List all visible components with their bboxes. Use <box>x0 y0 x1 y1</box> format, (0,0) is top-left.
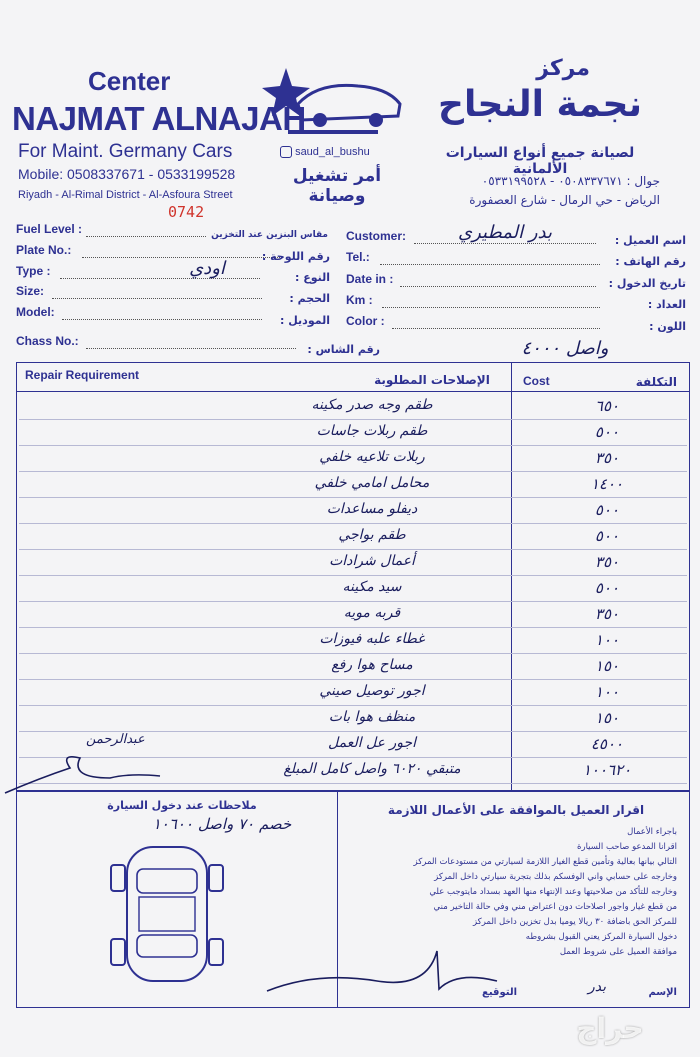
customer-ar: اسم العميل : <box>614 234 686 247</box>
customer-signature-icon <box>257 941 517 1003</box>
repair-item-cost: ٤٥٠٠ <box>590 735 624 753</box>
table-row-line <box>19 653 687 654</box>
ack-line: وخارجه على حسابي واني الوفسكم بذلك بتجربة سيارتي داخل المركز <box>434 872 677 882</box>
size-line <box>52 298 262 299</box>
tel-ar: رقم الهاتف : <box>615 255 686 268</box>
table-row-line <box>19 549 687 550</box>
repair-item-cost: ٥٠٠ <box>594 527 620 545</box>
repair-item-desc: سيد مكينه <box>342 579 402 595</box>
color-label: Color : <box>346 314 385 328</box>
table-row-line <box>19 445 687 446</box>
table-row-line <box>19 575 687 576</box>
customer-value: بدر المطيري <box>458 222 552 243</box>
cost-title-ar: التكلفة <box>635 375 677 389</box>
header-ar-name: نجمة النجاح <box>438 84 642 125</box>
km-ar: العداد : <box>647 298 686 311</box>
serial-number: 0742 <box>168 203 205 221</box>
repair-item-cost: ٦٥٠ <box>594 397 620 415</box>
date-in-label: Date in : <box>346 272 394 286</box>
brand-logo <box>258 64 408 144</box>
chass-label: Chass No.: <box>16 334 79 348</box>
ack-line: دخول السيارة المركز يعني القبول بشروطه <box>525 932 677 942</box>
color-line <box>392 328 600 329</box>
signature-label: التوقيع <box>482 987 517 998</box>
chass-ar: رقم الشاس : <box>307 343 380 356</box>
plate-ar: رقم اللوحة : <box>261 250 330 263</box>
type-value: اودي <box>189 258 225 279</box>
name-value: بدر <box>587 979 606 995</box>
ack-line: وخارجه للتأكد من صلاحيتها وعند الإنتهاء منها العهد بسداد مايتوجب علي <box>429 887 677 897</box>
repair-item-cost: ١٠٠ <box>594 683 620 701</box>
repair-item-cost: ٥٠٠ <box>594 579 620 597</box>
model-ar: الموديل : <box>280 314 330 327</box>
table-row-line <box>19 419 687 420</box>
notes-title: ملاحظات عند دخول السيارة <box>107 799 257 812</box>
footer-box <box>16 790 690 1008</box>
ack-line: من قطع غيار واجور اصلاحات دون اعتراض مني وفي حالة التاخير مني <box>433 902 677 912</box>
customer-line <box>414 243 596 244</box>
fuel-level-line <box>86 236 206 237</box>
color-ar: اللون : <box>649 320 686 333</box>
type-ar: النوع : <box>294 271 330 284</box>
header-ar-address: الرياض - حي الرمال - شارع العصفورة <box>469 193 660 207</box>
table-row-line <box>19 601 687 602</box>
repair-title-ar: الإصلاحات المطلوبة <box>374 373 490 387</box>
repair-item-desc: غطاء علبه فيوزات <box>319 631 425 647</box>
cost-title-en: Cost <box>523 374 550 388</box>
date-in-ar: تاريخ الدخول : <box>608 277 686 290</box>
handwritten-signature-icon <box>0 738 200 798</box>
size-label: Size: <box>16 284 45 298</box>
repair-item-cost: ١٠٠٦٢٠ <box>582 761 632 779</box>
repair-item-desc: قربه مويه <box>343 605 401 621</box>
ack-line: اقرانا المدعو صاحب السيارة <box>577 842 677 852</box>
header-ar-center: مركز <box>536 56 590 81</box>
header-en-mobile: Mobile: 0508337671 - 0533199528 <box>18 166 236 182</box>
name-label: الإسم <box>648 987 677 998</box>
fuel-level-label: Fuel Level : <box>16 222 83 236</box>
model-line <box>62 319 262 320</box>
deposit-note: واصل ٤٠٠٠ <box>521 338 609 359</box>
header-en-center: Center <box>88 66 171 96</box>
repair-title-en: Repair Requirement <box>25 368 140 382</box>
date-in-line <box>400 286 596 287</box>
km-line <box>382 307 600 308</box>
repair-item-cost: ٥٠٠ <box>594 423 620 441</box>
table-row-line <box>19 627 687 628</box>
repair-item-desc: ربلات تلاعيه خلفي <box>319 449 425 465</box>
repair-item-desc: منظف هوا بات <box>328 709 416 725</box>
plate-label: Plate No.: <box>16 243 72 257</box>
chass-line <box>86 348 296 349</box>
repair-header <box>17 363 689 392</box>
signature-note: عبدالرحمن <box>86 732 145 747</box>
order-title: أمر تشغيل وصيانة <box>292 166 382 206</box>
table-row-line <box>19 705 687 706</box>
header-en-name: NAJMAT ALNAJAH <box>12 100 306 137</box>
repair-item-cost: ١٥٠ <box>594 709 620 727</box>
model-label: Model: <box>16 305 55 319</box>
ack-title: اقرار العميل بالموافقة على الأعمال اللازمة <box>387 803 645 817</box>
ack-lines <box>347 825 677 960</box>
repair-item-cost: ٣٥٠ <box>594 553 620 571</box>
km-label: Km : <box>346 293 373 307</box>
repair-item-desc: طقم وجه صدر مكينه <box>311 397 433 413</box>
repair-item-desc: طقم ربلات جاسات <box>316 423 428 439</box>
repair-item-desc: محامل امامي خلفي <box>314 475 430 491</box>
repair-item-cost: ٥٠٠ <box>594 501 620 519</box>
header-ar-sub: لصيانة جميع أنواع السيارات الألمانية <box>445 145 635 177</box>
header-ar-mobile: جوال : ٠٥٠٨٣٣٧٦٧١ - ٠٥٣٣١٩٩٥٢٨ <box>481 174 660 188</box>
repair-item-desc: ديفلو مساعدات <box>326 501 418 517</box>
ack-line: باجراء الأعمال <box>627 827 677 837</box>
type-label: Type : <box>16 264 51 278</box>
repair-item-desc: اجور توصيل صيني <box>319 683 425 699</box>
tel-label: Tel.: <box>346 250 370 264</box>
repair-item-desc: أعمال شرادات <box>329 553 415 569</box>
instagram-handle-text: saud_al_bushu <box>295 146 370 158</box>
ack-line: موافقة العميل على شروط العمل <box>559 947 677 957</box>
repair-item-desc: مساح هوا رفع <box>331 657 413 673</box>
fuel-level-ar: مقاس البنزين عند التخزين <box>211 230 328 240</box>
tel-line <box>380 264 600 265</box>
watermark: حراج <box>576 1012 644 1045</box>
header-en-address: Riyadh - Al-Rimal District - Al-Asfoura Street <box>18 189 233 201</box>
customer-label: Customer: <box>346 229 407 243</box>
repair-item-desc: متبقي ٦٠٢٠ واصل كامل المبلغ <box>283 761 461 777</box>
header-en-sub: For Maint. Germany Cars <box>18 141 233 162</box>
table-row-line <box>19 471 687 472</box>
instagram-handle <box>280 146 370 158</box>
repair-item-desc: اجور عل العمل <box>328 735 416 751</box>
repair-item-cost: ٣٥٠ <box>594 605 620 623</box>
repair-item-desc: طقم بواجي <box>338 527 406 543</box>
repair-item-cost: ٣٥٠ <box>594 449 620 467</box>
instagram-icon <box>280 146 292 158</box>
notes-hand: خصم ٧٠ واصل ١٠٦٠٠ <box>152 815 292 833</box>
size-ar: الحجم : <box>289 292 330 305</box>
repair-item-cost: ١٤٠٠ <box>590 475 624 493</box>
ack-line: للمركز الحق باضافة ٣٠ ريالا يوميا بدل تخزين داخل المركز <box>472 917 677 927</box>
repair-table <box>16 362 690 792</box>
table-row-line <box>19 497 687 498</box>
car-diagram-icon <box>97 839 237 989</box>
repair-item-cost: ١٠٠ <box>594 631 620 649</box>
table-row-line <box>19 523 687 524</box>
table-row-line <box>19 679 687 680</box>
repair-item-cost: ١٥٠ <box>594 657 620 675</box>
car-star-logo-icon <box>258 64 408 144</box>
ack-line: التالي بيانها بعالية وتأمين قطع الغيار اللازمة لسيارتي من مستودعات المركز <box>413 857 677 867</box>
